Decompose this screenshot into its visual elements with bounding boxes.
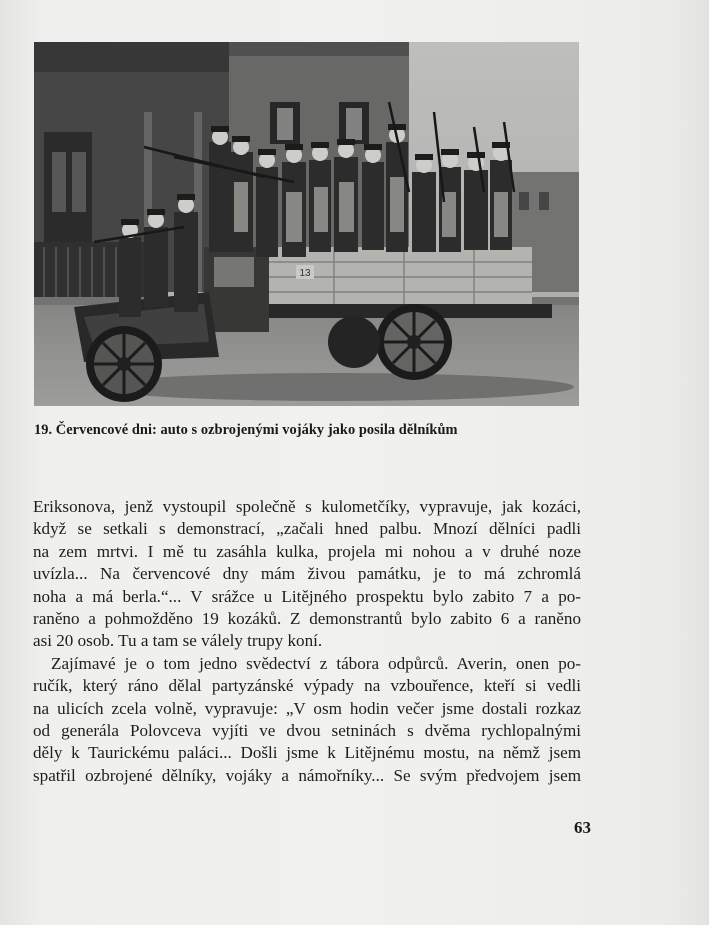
text-line: raněno a pohmožděno 19 kozáků. Z demonstrantů bylo zabito 6 a raněno	[33, 608, 581, 628]
text-line: uvízla... Na červencové dny mám živou památku, je to má zchromlá	[33, 564, 581, 584]
historical-photograph	[34, 42, 579, 406]
text-line: děly k Taurickému paláci... Došli jsme k Litějnému mostu, na němž jsem	[33, 743, 581, 763]
truck-number: 13	[299, 268, 311, 279]
text-line: asi 20 osob. Tu a tam se válely trupy koní.	[33, 631, 323, 651]
page-number: 63	[574, 818, 591, 837]
text-line: Zajímavé je o tom jedno svědectví z tábora odpůrců. Averin, onen po-	[51, 653, 581, 673]
truck-with-soldiers-photo	[34, 42, 579, 406]
text-line: spatřil ozbrojené dělníky, vojáky a námořníky... Se svým předvojem jsem	[33, 765, 581, 785]
figure-caption: 19. Červencové dni: auto s ozbrojenými vojáky jako posila dělníkům	[34, 422, 458, 438]
body-text	[33, 496, 581, 787]
text-line: Eriksonova, jenž vystoupil společně s kulometčíky, vypravuje, jak kozáci,	[33, 497, 581, 516]
text-line: od generála Polovceva vyjíti ve dvou setninách s dvěma rychlopalnými	[33, 720, 581, 740]
text-line: když se setkali s demonstrací, „začali hned palbu. Mnozí dělníci padli	[33, 519, 581, 539]
text-line: na ulicích zcela volně, vypravuje: „V osm hodin večer jsme dostali rozkaz	[33, 698, 581, 718]
text-line: noha a má berla.“... V srážce u Litějného prospektu bylo zabito 7 a po-	[33, 586, 581, 606]
text-line: ručík, který ráno dělal partyzánské výpady na vzbouřence, kteří si vedli	[33, 676, 581, 696]
text-line: na zem mrtvi. I mě tu zasáhla kulka, projela mi nohou a v druhé noze	[33, 541, 581, 561]
